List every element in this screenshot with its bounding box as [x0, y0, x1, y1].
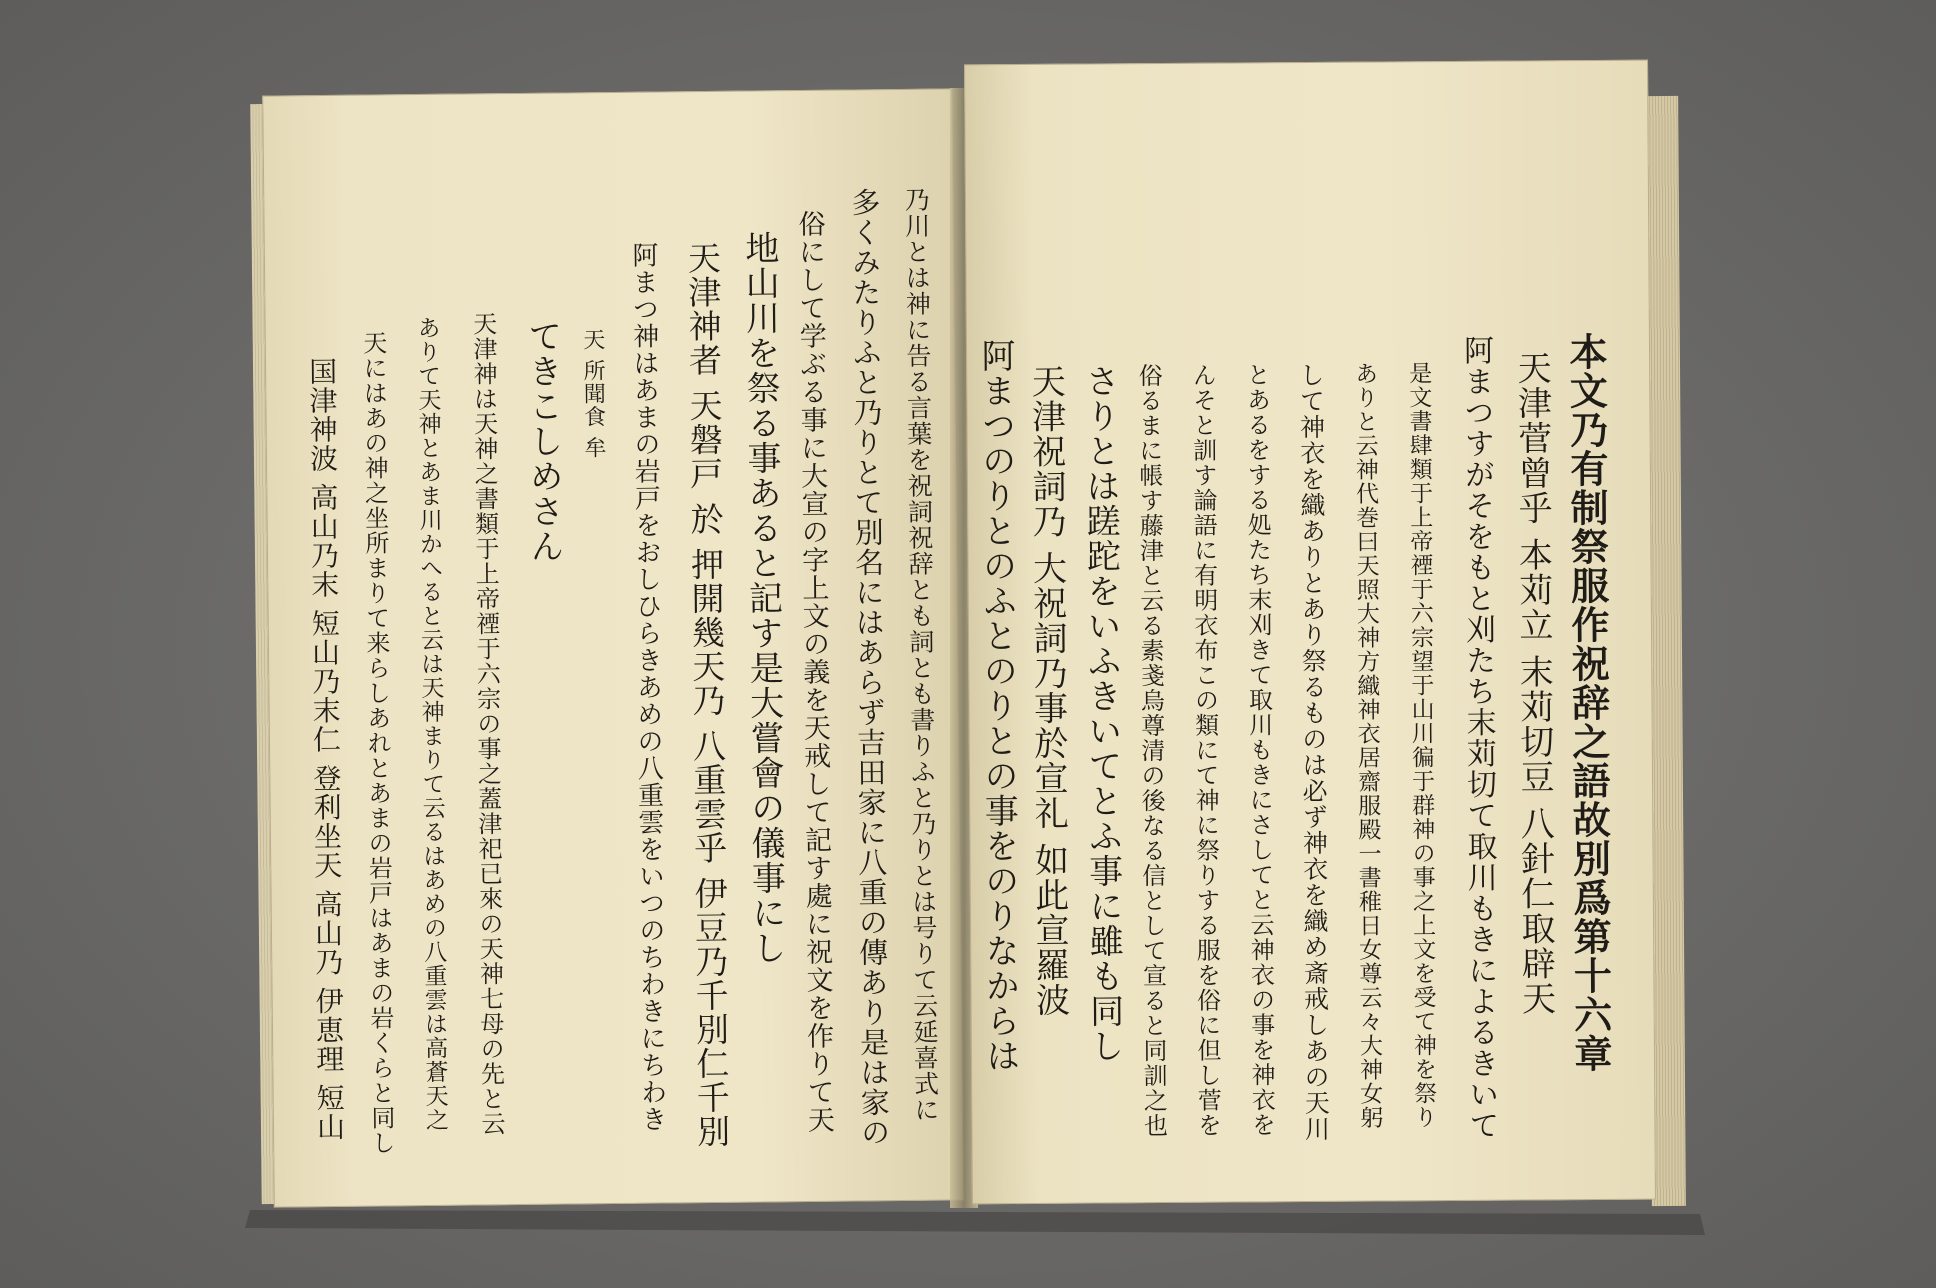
right-column-6: して神衣を織ありとあり祭るものは必ず神衣を織め斎戒しあの天川 — [1296, 361, 1331, 1143]
right-column-7: とあるをする処たち末刈きて取川もきにさしてと云神衣の事を神衣を — [1242, 362, 1276, 1138]
left-column-3: 俗にして学ぶる事に大宣の字上文の義を天戒して記す處に祝文を作りて天 — [793, 209, 835, 1135]
left-column-10: ありて天神とあま川かへると云は天神まりて云るはあめの八重雲は高蒼天之 — [413, 315, 449, 1133]
left-column-11: 天にはあの神之坐所まりて来らしあれとあまの岩戸はあまの岩くらと同し — [358, 330, 396, 1156]
right-page — [964, 60, 1656, 1205]
left-column-2: 多くみたりふと乃りとて別名にはあらず吉田家に八重の傳あり是は家の — [847, 187, 892, 1148]
right-column-4: 是文書肆類于上帝禋于六宗望于山川徧于群神の事之上文を受て神を祭り — [1405, 361, 1437, 1130]
right-column-9: 俗るまに帳す藤津と云る素戔烏尊清の後なる信として宣ると同訓之也 — [1134, 363, 1168, 1139]
right-column-2: 天津菅曾乎 本苅立 末苅切豆 八針仁取辟天 — [1511, 350, 1556, 1017]
right-column-3: 阿まつすがそをもと刈たち末苅切て取川もきによるきいて — [1457, 334, 1499, 1141]
left-column-6: 阿まつ神はあまの岩戸をおしひらきあめの八重雲をいつのちわきにちわき — [627, 241, 668, 1133]
left-column-8: てきこしめさん — [521, 318, 565, 564]
right-column-8: んそと訓す論語に有明衣布この類にて神に祭りする服を俗に但し菅を — [1188, 362, 1222, 1138]
left-column-7: 天 所聞食 牟 — [579, 328, 607, 460]
right-column-11: 天津祝詞乃 大祝詞乃事於宣礼 如此宣羅波 — [1025, 363, 1070, 1018]
left-column-4: 地山川を祭る事あると記す是大嘗會の儀事にし — [738, 230, 787, 966]
left-column-1: 乃川とは神に告る言葉を祝詞祝辞とも詞とも書りふと乃りとは号りて云延喜式に — [901, 186, 940, 1123]
left-column-9: 天津神は天神之書類于上帝禋于六宗の事之蓋津祀已來の天神七母の先と云 — [468, 311, 506, 1137]
left-page — [262, 88, 964, 1207]
right-column-1: 本文乃有制祭服作祝辞之語故別爲第十六章 — [1562, 331, 1614, 1074]
right-column-5: ありと云神代巻曰天照大神方織神衣居齋服殿一書稚日女尊云々大神女躬 — [1351, 361, 1383, 1130]
left-column-5: 天津神者 天磐戸 於 押開幾天乃 八重雲乎 伊豆乃千別仁千別 — [682, 240, 732, 1149]
right-column-12: 阿まつのりとのふとのりとの事をのりなからは — [974, 338, 1021, 1074]
right-column-10: さりとは蹉跎をいふきいてとふ事に雖も同し — [1079, 363, 1125, 1064]
left-column-12: 国津神波 高山乃末 短山乃末仁 登利坐天 高山乃 伊恵理 短山 — [304, 356, 347, 1142]
